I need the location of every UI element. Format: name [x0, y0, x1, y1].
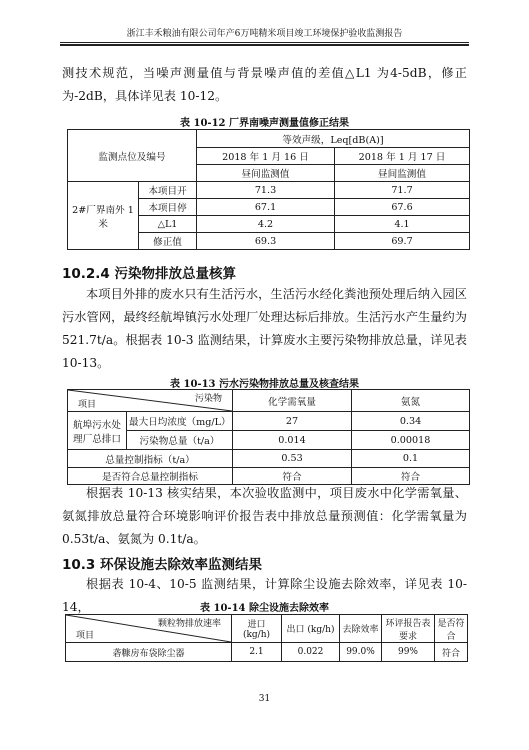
- value: 0.022: [282, 643, 340, 662]
- value: 2.1: [232, 643, 282, 662]
- table-row: [68, 450, 470, 468]
- table-10-14: [65, 614, 468, 662]
- value: 27: [233, 412, 352, 431]
- header-day2: 昼间监测值: [335, 165, 470, 182]
- page-number: 31: [258, 694, 271, 704]
- row-label: 污染物总量（t/a）: [127, 431, 233, 450]
- row-label: 是否符合总量控制指标: [68, 468, 233, 485]
- row-label: 修正值: [139, 233, 197, 250]
- value: 0.014: [233, 431, 352, 450]
- section-heading-10-2-4: 10.2.4 污染物排放总量核算: [62, 266, 237, 282]
- col-header: 化学需氧量: [233, 390, 352, 412]
- table-10-12-caption: 表 10-12 厂界南噪声测量值修正结果: [180, 118, 349, 129]
- value: 0.1: [352, 450, 470, 468]
- page-header: 浙江丰禾粮油有限公司年产6万吨精米项目竣工环境保护验收监测报告: [60, 26, 469, 43]
- section-10-3-paragraph: 根据表 10-4、10-5 监测结果，计算除尘设施去除效率，详见表 10-14，: [62, 577, 467, 614]
- table-10-13-caption: 表 10-13 污水污染物排放总量及核查结果: [170, 379, 359, 390]
- intro-paragraph: 测技术规范，当噪声测量值与背景噪声值的差值△L1 为4-5dB，修正为-2dB，具体详见表 10-12。: [62, 66, 467, 103]
- header-point: 监测点位及编号: [68, 130, 197, 182]
- table-row: [66, 643, 468, 662]
- row-label: 本项目停: [139, 199, 197, 216]
- value: 0.53: [233, 450, 352, 468]
- header-date2: 2018 年 1 月 17 日: [335, 148, 470, 165]
- value: 0.34: [352, 412, 470, 431]
- value: 符合: [352, 468, 470, 485]
- header-date1: 2018 年 1 月 16 日: [197, 148, 335, 165]
- col-header: 是否符合: [435, 615, 468, 643]
- header-day1: 昼间监测值: [197, 165, 335, 182]
- value: 69.3: [197, 233, 335, 250]
- value: 99%: [382, 643, 435, 662]
- value: 71.3: [197, 182, 335, 199]
- section-10-2-4-paragraph: 本项目外排的废水只有生活污水，生活污水经化粪池预处理后纳入园区污水管网，最终经航埠镇污水处理厂处理达标后排放。生活污水产生量约为 521.7t/a。根据表 10-3 监测结果，计算废水主要污染物排放总量，详见表 10-13。: [62, 287, 467, 370]
- diag-label-bottom: 项目: [78, 400, 97, 410]
- value: 符合: [233, 468, 352, 485]
- diagonal-header: [68, 390, 233, 412]
- row-label: △L1: [139, 216, 197, 233]
- diag-label-top: 污染物: [194, 394, 222, 404]
- value: 99.0%: [340, 643, 382, 662]
- diagonal-header: [66, 615, 232, 643]
- col-header: 进口 (kg/h): [232, 615, 282, 643]
- row-label: 砻糠房布袋除尘器: [66, 643, 232, 662]
- table-row: [68, 431, 470, 450]
- col-header: 环评报告表要求: [382, 615, 435, 643]
- row-label: 总量控制指标（t/a）: [68, 450, 233, 468]
- point-label: 2#厂界南外 1 米: [68, 182, 139, 250]
- after-table-13-paragraph: 根据表 10-13 核实结果，本次验收监测中，项目废水中化学需氧量、氨氮排放总量符合环境影响评价报告表中排放总量预测值：化学需氧量为 0.53t/a、氨氮为 0.1t/a。: [62, 486, 467, 546]
- col-header: 去除效率: [340, 615, 382, 643]
- row-label: 本项目开: [139, 182, 197, 199]
- value: 71.7: [335, 182, 470, 199]
- value: 4.2: [197, 216, 335, 233]
- value: 符合: [435, 643, 468, 662]
- diag-label-top: 颗粒物排放速率: [157, 619, 221, 629]
- value: 4.1: [335, 216, 470, 233]
- table-10-13: [67, 389, 470, 485]
- header-level: 等效声级，Leq[dB(A)]: [197, 130, 470, 148]
- value: 67.1: [197, 199, 335, 216]
- table-10-12: [67, 129, 470, 250]
- diag-label-bottom: 项目: [76, 631, 95, 641]
- value: 69.7: [335, 233, 470, 250]
- value: 0.00018: [352, 431, 470, 450]
- source-label: 航埠污水处理厂总排口: [68, 412, 127, 450]
- table-10-14-caption: 表 10-14 除尘设施去除效率: [200, 603, 329, 614]
- col-header: 氨氮: [352, 390, 470, 412]
- section-heading-10-3: 10.3 环保设施去除效率监测结果: [62, 557, 263, 573]
- value: 67.6: [335, 199, 470, 216]
- table-row: [68, 412, 470, 431]
- col-header: 出口 (kg/h): [282, 615, 340, 643]
- table-row: [68, 182, 470, 199]
- row-label: 最大日均浓度（mg/L）: [127, 412, 233, 431]
